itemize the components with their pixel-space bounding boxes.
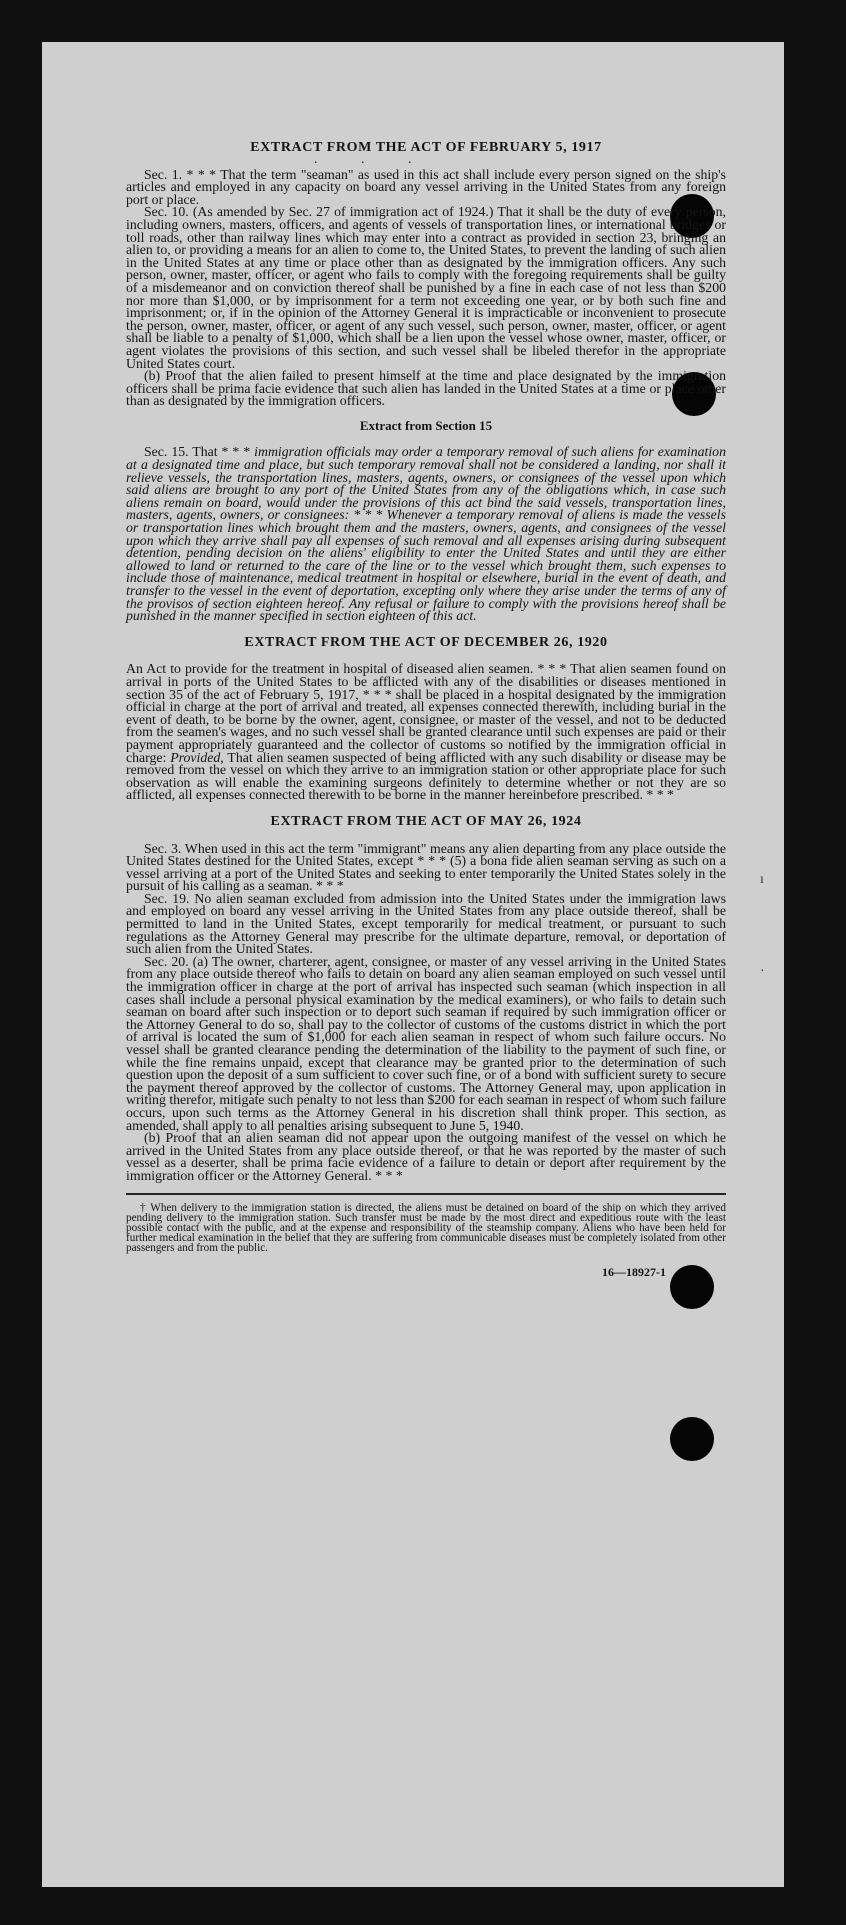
- section-3-paragraph: Sec. 3. When used in this act the term "immigrant" means any alien departing from any place outside the United States destined for the United States, except * * * (5) a bona fide alien seaman serving as such on a vessel arriving at a port of the United States and seeking to enter temporarily the United States solely in the pursuit of his calling as a seaman. * * *: [126, 840, 726, 894]
- section-1-paragraph: Sec. 1. * * * That the term "seaman" as used in this act shall include every person signed on the ship's articles and employed in any capacity on board any vessel arriving in the United States from any foreign port or place.: [126, 166, 726, 207]
- section-15-italic-text: immigration officials may order a temporary removal of such aliens for examination at a designated time and place, but such temporary removal shall not be considered a landing, nor shall it relieve vessels, the transportation lines, masters, agents, owners, or consignees of the vessel upon which said aliens are brought to any port of the United States from any of the obligations which, in case such aliens remain on board, would under the provisions of this act bind the said vessels, transportation lines, masters, agents, owners, or consignees: * * * Whenever a temporary removal of aliens is made the vessels or transportation lines which brought them and the masters, owners, agents, and consignees of the vessel upon which they arrive shall pay all expenses of such removal and all expenses arising during subsequent detention, pending decision on the aliens' eligibility to enter the United States and until they are either allowed to land or returned to the care of the line or to the vessel which brought them, such expenses to include those of maintenance, medical treatment in hospital or elsewhere, burial in the event of death, and transfer to the vessel in the event of deportation, excepting only where they arise under the terms of any of the provisos of section eighteen hereof. Any refusal or failure to comply with the provisions hereof shall be punished in the manner specified in section eighteen of this act.: [126, 444, 726, 624]
- heading-act-1917: EXTRACT FROM THE ACT OF FEBRUARY 5, 1917: [250, 140, 602, 155]
- heading-act-1920: EXTRACT FROM THE ACT OF DECEMBER 26, 1920: [244, 634, 608, 650]
- heading-act-1924: EXTRACT FROM THE ACT OF MAY 26, 1924: [270, 813, 582, 829]
- margin-mark: ·: [760, 964, 765, 979]
- act-1920-provided: Provided,: [170, 749, 224, 765]
- section-15-paragraph: [126, 446, 726, 622]
- document-body: [126, 142, 726, 1278]
- section-15-lead: Sec. 15. That * * *: [144, 444, 255, 460]
- margin-mark: ı: [760, 872, 764, 887]
- heading-section-15: Extract from Section 15: [359, 417, 493, 433]
- act-1920-text-a: An Act to provide for the treatment in hospital of diseased alien seamen. * * * That alien seamen found on arrival in ports of the United States to be afflicted with any of the disabilities or diseases mentioned in section 35 of the act of February 5, 1917, * * * shall be placed in a hospital designated by the immigration official in charge at the port of arrival and treated, all expenses connected therewith, including burial in the event of death, to be borne by the owner, agent, consignee, or master of the vessel, and not to be deducted from the seamen's wages, and no such vessel shall be granted clearance until such expenses are paid or their payment appropriately guaranteed and the collector of customs so notified by the immigration official in charge:: [126, 661, 726, 765]
- section-20-b-paragraph: (b) Proof that an alien seaman did not appear upon the outgoing manifest of the vessel on which he arrived in the United States from any place outside thereof, or that he was reported by the master of such vessel as a deserter, shall be prima facie evidence of a failure to detain or deport after requirement by the immigration officer or the Attorney General. * * *: [126, 1130, 726, 1183]
- section-10-paragraph: Sec. 10. (As amended by Sec. 27 of immigration act of 1924.) That it shall be the duty of every person, including owners, masters, officers, and agents of vessels of transportation lines, or international bridges or toll roads, other than railway lines which may enter into a contract as provided in section 23, bringing an alien to, or providing a means for an alien to come to, the United States, to prevent the landing of such alien in the United States at any time or place other than as designated by the immigration officers. Any such person, owner, master, officer, or agent who fails to comply with the foregoing requirements shall be guilty of a misdemeanor and on conviction thereof shall be punished by a fine in each case of not less than $200 nor more than $1,000, or by imprisonment for a term not exceeding one year, or by both such fine and imprisonment; or, if in the opinion of the Attorney General it is impracticable or inconvenient to prosecute the person, owner, master, officer, or agent of any such vessel, such person, owner, master, officer, or agent shall be liable to a penalty of $1,000, which shall be a lien upon the vessel whose owner, master, officer, or agent violates the provisions of this section, and such vessel shall be libeled therefor in the appropriate United States court.: [126, 204, 726, 371]
- footnote: † When delivery to the immigration station is directed, the aliens must be detained on board of the ship on which they arrived pending delivery to the immigration station. Such transfer must be made by the most direct and expeditious route with the least possible contact with the public, and at the expense and responsibility of the steamship company. Aliens who have been held for further medical examination in the belief that they are suffering from communicable diseases must be completely isolated from other passengers and from the public.: [126, 1193, 726, 1254]
- punch-hole: [670, 1417, 714, 1461]
- section-19-paragraph: Sec. 19. No alien seaman excluded from admission into the United States under the immigration laws and employed on board any vessel arriving in the United States from any place outside thereof, shall be permitted to land in the United States, except temporarily for medical treatment, or pursuant to such regulations as the Attorney General may prescribe for the ultimate departure, removal, or deportation of such alien from the United States.: [126, 890, 726, 957]
- act-1920-text-b: That alien seamen suspected of being afflicted with any such disability or disease may be removed from the vessel on which they arrive to an immigration station or other appropriate place for such observation as will enable the examining surgeons definitely to determine whether or not they are so afflicted, all expenses connected therewith to be borne in the manner hereinbefore prescribed. * * *: [126, 749, 727, 803]
- section-20-paragraph: Sec. 20. (a) The owner, charterer, agent, consignee, or master of any vessel arriving in the United States from any place outside thereof who fails to detain on board any alien seaman employed on such vessel until the immigration officer in charge at the port of arrival has inspected such seaman (which inspection in all cases shall include a personal physical examination by the medical examiners), or who fails to detain such seaman on board after such inspection or to deport such seaman if required by such immigration officer or the Attorney General to do so, shall pay to the collector of customs of the customs district in which the port of arrival is located the sum of $1,000 for each alien seaman in respect of whom such failure occurs. No vessel shall be granted clearance pending the determination of the liability to the payment of such fine, or while the fine remains unpaid, except that clearance may be granted prior to the determination of such question upon the deposit of a sum sufficient to cover such fine, or of a bond with sufficient surety to secure the payment thereof approved by the collector of customs. The Attorney General may, upon application in writing therefor, mitigate such penalty to not less than $200 for each seaman in respect of whom such failure occurs, upon such terms as the Attorney General in his discretion shall think proper. This section, as amended, shall apply to all penalties arising subsequent to June 5, 1940.: [126, 953, 726, 1133]
- act-1920-paragraph: [126, 663, 726, 802]
- form-number: 16—18927-1: [602, 1264, 666, 1279]
- top-marks: . . .: [314, 152, 432, 167]
- section-10-b-paragraph: (b) Proof that the alien failed to present himself at the time and place designated by the immigration officers shall be prima facie evidence that such alien has landed in the United States at a time or place other than as designated by the immigration officers.: [126, 368, 726, 409]
- document-page: [42, 42, 784, 1887]
